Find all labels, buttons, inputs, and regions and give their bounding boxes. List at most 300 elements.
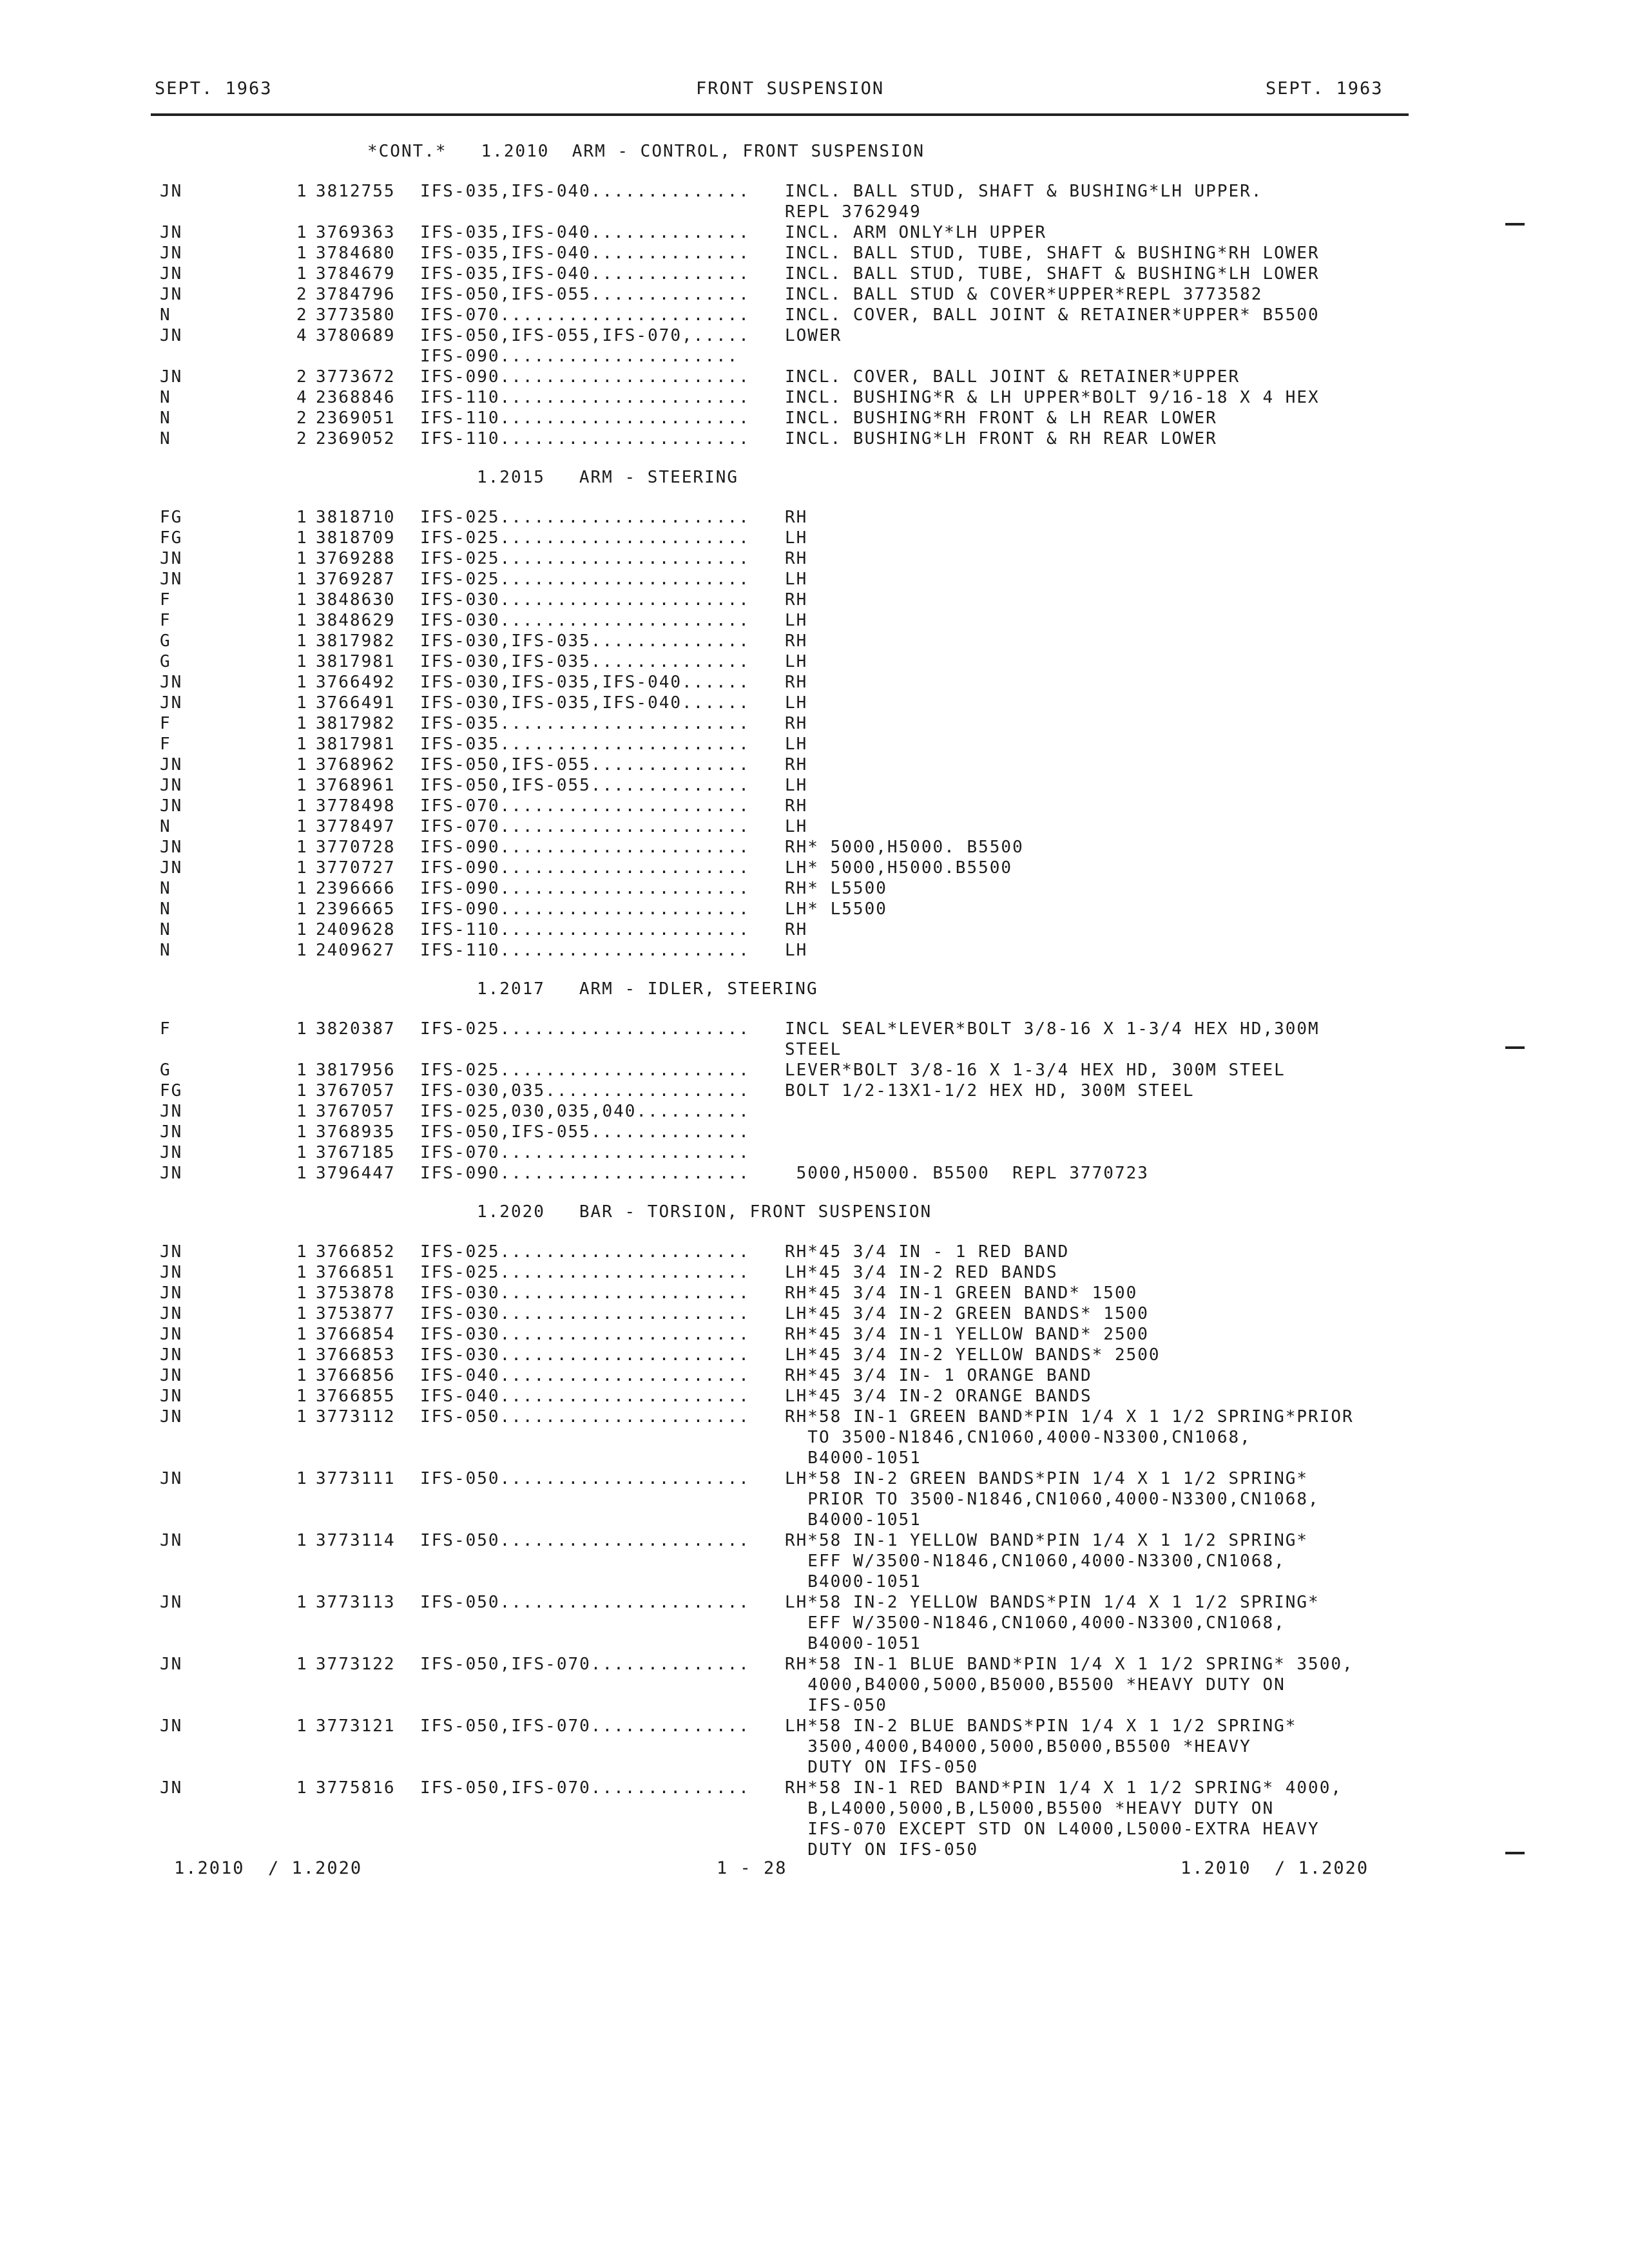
description: RH bbox=[785, 549, 808, 568]
parts-row bbox=[0, 899, 1629, 920]
part-number: 3848629 bbox=[316, 611, 396, 630]
part-number: 2396666 bbox=[316, 879, 396, 898]
description-continued: DUTY ON IFS-050 bbox=[785, 1758, 979, 1777]
applicability-code: JN bbox=[160, 570, 183, 589]
model-list: IFS-110...................... bbox=[420, 408, 750, 428]
part-number: 3769287 bbox=[316, 570, 396, 589]
parts-row bbox=[0, 1081, 1629, 1102]
quantity: 2 bbox=[296, 408, 308, 428]
parts-row bbox=[0, 223, 1629, 244]
description: LOWER bbox=[785, 326, 842, 345]
parts-row-continuation bbox=[0, 1552, 1629, 1572]
model-list-continued: IFS-090..................... bbox=[420, 347, 739, 366]
applicability-code: JN bbox=[160, 796, 183, 816]
applicability-code: JN bbox=[160, 673, 183, 692]
quantity: 1 bbox=[296, 1164, 308, 1183]
quantity: 1 bbox=[296, 714, 308, 733]
description-continued: B4000-1051 bbox=[785, 1634, 921, 1653]
model-list: IFS-030,035.................. bbox=[420, 1081, 750, 1100]
description: RH bbox=[785, 590, 808, 610]
part-number: 3784680 bbox=[316, 244, 396, 263]
part-number: 3784679 bbox=[316, 264, 396, 284]
model-list: IFS-050,IFS-070.............. bbox=[420, 1655, 750, 1674]
parts-row bbox=[0, 879, 1629, 899]
model-list: IFS-035,IFS-040.............. bbox=[420, 182, 750, 201]
quantity: 1 bbox=[296, 735, 308, 754]
parts-row bbox=[0, 244, 1629, 264]
applicability-code: N bbox=[160, 920, 171, 939]
parts-row bbox=[0, 1242, 1629, 1263]
parts-row-continuation bbox=[0, 1448, 1629, 1469]
part-number: 3784796 bbox=[316, 285, 396, 304]
model-list: IFS-030,IFS-035,IFS-040...... bbox=[420, 673, 750, 692]
quantity: 1 bbox=[296, 244, 308, 263]
model-list: IFS-025...................... bbox=[420, 528, 750, 548]
parts-row bbox=[0, 388, 1629, 408]
description-continued: B4000-1051 bbox=[785, 1572, 921, 1591]
applicability-code: N bbox=[160, 305, 171, 325]
applicability-code: F bbox=[160, 735, 171, 754]
quantity: 2 bbox=[296, 285, 308, 304]
part-number: 3753877 bbox=[316, 1304, 396, 1323]
quantity: 2 bbox=[296, 429, 308, 448]
quantity: 1 bbox=[296, 223, 308, 242]
applicability-code: G bbox=[160, 652, 171, 671]
parts-row bbox=[0, 1531, 1629, 1552]
applicability-code: N bbox=[160, 941, 171, 960]
model-list: IFS-035...................... bbox=[420, 714, 750, 733]
parts-row bbox=[0, 285, 1629, 305]
part-number: 2369052 bbox=[316, 429, 396, 448]
parts-row bbox=[0, 1407, 1629, 1428]
parts-row bbox=[0, 1122, 1629, 1143]
description: INCL. BALL STUD, SHAFT & BUSHING*LH UPPER. bbox=[785, 182, 1263, 201]
model-list: IFS-025...................... bbox=[420, 1019, 750, 1039]
model-list: IFS-030...................... bbox=[420, 611, 750, 630]
part-number: 3817981 bbox=[316, 735, 396, 754]
part-number: 2409628 bbox=[316, 920, 396, 939]
applicability-code: JN bbox=[160, 1407, 183, 1427]
model-list: IFS-050...................... bbox=[420, 1407, 750, 1427]
part-number: 3817982 bbox=[316, 631, 396, 651]
applicability-code: JN bbox=[160, 838, 183, 857]
description: LH bbox=[785, 693, 808, 713]
parts-row bbox=[0, 1325, 1629, 1345]
parts-row bbox=[0, 1593, 1629, 1613]
description-continued: IFS-070 EXCEPT STD ON L4000,L5000-EXTRA HEAVY bbox=[785, 1820, 1320, 1839]
quantity: 1 bbox=[296, 941, 308, 960]
applicability-code: F bbox=[160, 714, 171, 733]
parts-row bbox=[0, 570, 1629, 590]
parts-row-continuation bbox=[0, 202, 1629, 223]
header-date-left: SEPT. 1963 bbox=[155, 79, 273, 99]
margin-mark bbox=[1505, 1046, 1525, 1049]
part-number: 3778498 bbox=[316, 796, 396, 816]
section-title: 1.2015 ARM - STEERING bbox=[477, 468, 739, 487]
parts-row bbox=[0, 590, 1629, 611]
parts-row bbox=[0, 1061, 1629, 1081]
parts-row bbox=[0, 1716, 1629, 1737]
parts-row-continuation bbox=[0, 347, 1629, 367]
parts-row bbox=[0, 673, 1629, 693]
part-number: 2396665 bbox=[316, 899, 396, 919]
description: LEVER*BOLT 3/8-16 X 1-3/4 HEX HD, 300M STEEL bbox=[785, 1061, 1286, 1080]
model-list: IFS-030,IFS-035.............. bbox=[420, 631, 750, 651]
applicability-code: N bbox=[160, 817, 171, 836]
model-list: IFS-030,IFS-035.............. bbox=[420, 652, 750, 671]
header-rule bbox=[151, 113, 1409, 116]
model-list: IFS-090...................... bbox=[420, 899, 750, 919]
quantity: 1 bbox=[296, 1122, 308, 1142]
applicability-code: G bbox=[160, 631, 171, 651]
parts-row-continuation bbox=[0, 1613, 1629, 1634]
model-list: IFS-030...................... bbox=[420, 590, 750, 610]
part-number: 3820387 bbox=[316, 1019, 396, 1039]
quantity: 1 bbox=[296, 693, 308, 713]
parts-row-continuation bbox=[0, 1820, 1629, 1840]
quantity: 1 bbox=[296, 1593, 308, 1612]
parts-row-continuation bbox=[0, 1634, 1629, 1655]
part-number: 3766854 bbox=[316, 1325, 396, 1344]
model-list: IFS-070...................... bbox=[420, 817, 750, 836]
description: RH*58 IN-1 RED BAND*PIN 1/4 X 1 1/2 SPRING* 4000, bbox=[785, 1778, 1343, 1798]
parts-row bbox=[0, 1304, 1629, 1325]
description: 5000,H5000. B5500 REPL 3770723 bbox=[785, 1164, 1149, 1183]
quantity: 1 bbox=[296, 1366, 308, 1385]
parts-row bbox=[0, 735, 1629, 755]
part-number: 3818709 bbox=[316, 528, 396, 548]
quantity: 1 bbox=[296, 1469, 308, 1488]
applicability-code: F bbox=[160, 611, 171, 630]
applicability-code: JN bbox=[160, 1366, 183, 1385]
parts-row bbox=[0, 264, 1629, 285]
description: INCL. BUSHING*R & LH UPPER*BOLT 9/16-18 X 4 HEX bbox=[785, 388, 1320, 407]
model-list: IFS-030...................... bbox=[420, 1304, 750, 1323]
description: RH*45 3/4 IN-1 GREEN BAND* 1500 bbox=[785, 1283, 1138, 1303]
header-date-right: SEPT. 1963 bbox=[1266, 79, 1383, 99]
description: RH bbox=[785, 714, 808, 733]
parts-row bbox=[0, 755, 1629, 776]
quantity: 1 bbox=[296, 1143, 308, 1162]
footer-section-range-right: 1.2010 / 1.2020 bbox=[1181, 1858, 1369, 1878]
part-number: 3773672 bbox=[316, 367, 396, 387]
description: INCL SEAL*LEVER*BOLT 3/8-16 X 1-3/4 HEX HD,300M bbox=[785, 1019, 1320, 1039]
parts-row-continuation bbox=[0, 1758, 1629, 1778]
parts-row bbox=[0, 1283, 1629, 1304]
part-number: 3773122 bbox=[316, 1655, 396, 1674]
model-list: IFS-025,030,035,040.......... bbox=[420, 1102, 750, 1121]
quantity: 1 bbox=[296, 1407, 308, 1427]
header-title: FRONT SUSPENSION bbox=[696, 79, 885, 99]
description: LH* L5500 bbox=[785, 899, 887, 919]
model-list: IFS-030...................... bbox=[420, 1283, 750, 1303]
section-title: 1.2017 ARM - IDLER, STEERING bbox=[477, 979, 818, 999]
applicability-code: JN bbox=[160, 1283, 183, 1303]
model-list: IFS-090...................... bbox=[420, 1164, 750, 1183]
description-continued: 3500,4000,B4000,5000,B5000,B5500 *HEAVY bbox=[785, 1737, 1251, 1756]
applicability-code: JN bbox=[160, 1263, 183, 1282]
part-number: 3818710 bbox=[316, 508, 396, 527]
quantity: 1 bbox=[296, 508, 308, 527]
quantity: 1 bbox=[296, 528, 308, 548]
part-number: 3766492 bbox=[316, 673, 396, 692]
applicability-code: JN bbox=[160, 1242, 183, 1262]
description: RH*45 3/4 IN-1 YELLOW BAND* 2500 bbox=[785, 1325, 1149, 1344]
part-number: 3773111 bbox=[316, 1469, 396, 1488]
quantity: 1 bbox=[296, 817, 308, 836]
parts-row bbox=[0, 652, 1629, 673]
model-list: IFS-090...................... bbox=[420, 367, 750, 387]
parts-row bbox=[0, 776, 1629, 796]
parts-row bbox=[0, 920, 1629, 941]
model-list: IFS-050,IFS-070.............. bbox=[420, 1716, 750, 1736]
description: INCL. BALL STUD & COVER*UPPER*REPL 3773582 bbox=[785, 285, 1263, 304]
parts-row bbox=[0, 714, 1629, 735]
model-list: IFS-030...................... bbox=[420, 1325, 750, 1344]
applicability-code: N bbox=[160, 408, 171, 428]
applicability-code: JN bbox=[160, 693, 183, 713]
part-number: 3848630 bbox=[316, 590, 396, 610]
quantity: 1 bbox=[296, 1778, 308, 1798]
quantity: 1 bbox=[296, 182, 308, 201]
description: LH bbox=[785, 652, 808, 671]
parts-row-continuation bbox=[0, 1675, 1629, 1696]
parts-row bbox=[0, 549, 1629, 570]
description: RH bbox=[785, 631, 808, 651]
applicability-code: JN bbox=[160, 1102, 183, 1121]
quantity: 1 bbox=[296, 1325, 308, 1344]
parts-row bbox=[0, 182, 1629, 202]
description-continued: DUTY ON IFS-050 bbox=[785, 1840, 979, 1860]
part-number: 3770728 bbox=[316, 838, 396, 857]
model-list: IFS-110...................... bbox=[420, 429, 750, 448]
description: INCL. BUSHING*RH FRONT & LH REAR LOWER bbox=[785, 408, 1217, 428]
description-continued: 4000,B4000,5000,B5000,B5500 *HEAVY DUTY ON bbox=[785, 1675, 1286, 1695]
model-list: IFS-030...................... bbox=[420, 1345, 750, 1365]
model-list: IFS-035,IFS-040.............. bbox=[420, 244, 750, 263]
quantity: 1 bbox=[296, 1345, 308, 1365]
part-number: 3768962 bbox=[316, 755, 396, 774]
part-number: 3773114 bbox=[316, 1531, 396, 1550]
quantity: 1 bbox=[296, 1242, 308, 1262]
description: RH*58 IN-1 BLUE BAND*PIN 1/4 X 1 1/2 SPRING* 3500, bbox=[785, 1655, 1354, 1674]
description-continued: EFF W/3500-N1846,CN1060,4000-N3300,CN1068, bbox=[785, 1552, 1286, 1571]
model-list: IFS-040...................... bbox=[420, 1366, 750, 1385]
quantity: 1 bbox=[296, 920, 308, 939]
part-number: 3773580 bbox=[316, 305, 396, 325]
part-number: 3773121 bbox=[316, 1716, 396, 1736]
model-list: IFS-050...................... bbox=[420, 1531, 750, 1550]
footer-page-number: 1 - 28 bbox=[717, 1858, 787, 1878]
part-number: 3796447 bbox=[316, 1164, 396, 1183]
applicability-code: JN bbox=[160, 1531, 183, 1550]
parts-row bbox=[0, 817, 1629, 838]
description: LH bbox=[785, 776, 808, 795]
model-list: IFS-070...................... bbox=[420, 305, 750, 325]
parts-row bbox=[0, 326, 1629, 347]
parts-row bbox=[0, 1655, 1629, 1675]
description-continued: B4000-1051 bbox=[785, 1448, 921, 1468]
model-list: IFS-110...................... bbox=[420, 941, 750, 960]
applicability-code: JN bbox=[160, 1387, 183, 1406]
description: RH bbox=[785, 920, 808, 939]
part-number: 3817981 bbox=[316, 652, 396, 671]
description-continued: B4000-1051 bbox=[785, 1510, 921, 1530]
description: LH bbox=[785, 941, 808, 960]
description: RH* L5500 bbox=[785, 879, 887, 898]
margin-mark bbox=[1505, 223, 1525, 226]
description: LH bbox=[785, 570, 808, 589]
applicability-code: N bbox=[160, 388, 171, 407]
model-list: IFS-030,IFS-035,IFS-040...... bbox=[420, 693, 750, 713]
applicability-code: FG bbox=[160, 528, 183, 548]
quantity: 1 bbox=[296, 1102, 308, 1121]
model-list: IFS-070...................... bbox=[420, 796, 750, 816]
parts-row bbox=[0, 941, 1629, 961]
quantity: 1 bbox=[296, 879, 308, 898]
description-continued: STEEL bbox=[785, 1040, 842, 1059]
parts-row bbox=[0, 1143, 1629, 1164]
parts-row-continuation bbox=[0, 1696, 1629, 1716]
model-list: IFS-025...................... bbox=[420, 549, 750, 568]
model-list: IFS-025...................... bbox=[420, 570, 750, 589]
part-number: 3767057 bbox=[316, 1081, 396, 1100]
quantity: 4 bbox=[296, 388, 308, 407]
parts-row bbox=[0, 408, 1629, 429]
parts-row bbox=[0, 1387, 1629, 1407]
quantity: 1 bbox=[296, 1387, 308, 1406]
parts-row bbox=[0, 1778, 1629, 1799]
part-number: 3753878 bbox=[316, 1283, 396, 1303]
model-list: IFS-025...................... bbox=[420, 1242, 750, 1262]
parts-row bbox=[0, 508, 1629, 528]
parts-row bbox=[0, 528, 1629, 549]
quantity: 1 bbox=[296, 899, 308, 919]
part-number: 3817982 bbox=[316, 714, 396, 733]
part-number: 3773113 bbox=[316, 1593, 396, 1612]
model-list: IFS-050...................... bbox=[420, 1469, 750, 1488]
part-number: 3769288 bbox=[316, 549, 396, 568]
applicability-code: JN bbox=[160, 1655, 183, 1674]
parts-row bbox=[0, 1469, 1629, 1490]
model-list: IFS-035,IFS-040.............. bbox=[420, 264, 750, 284]
parts-row-continuation bbox=[0, 1428, 1629, 1448]
applicability-code: JN bbox=[160, 1469, 183, 1488]
part-number: 3775816 bbox=[316, 1778, 396, 1798]
applicability-code: N bbox=[160, 429, 171, 448]
description-continued: REPL 3762949 bbox=[785, 202, 921, 222]
applicability-code: FG bbox=[160, 1081, 183, 1100]
model-list: IFS-040...................... bbox=[420, 1387, 750, 1406]
description: LH bbox=[785, 735, 808, 754]
quantity: 1 bbox=[296, 1081, 308, 1100]
part-number: 2369051 bbox=[316, 408, 396, 428]
applicability-code: JN bbox=[160, 776, 183, 795]
applicability-code: JN bbox=[160, 1593, 183, 1612]
footer-section-range-left: 1.2010 / 1.2020 bbox=[174, 1858, 363, 1878]
parts-row bbox=[0, 1102, 1629, 1122]
quantity: 1 bbox=[296, 1716, 308, 1736]
applicability-code: JN bbox=[160, 223, 183, 242]
parts-row bbox=[0, 1263, 1629, 1283]
description: RH bbox=[785, 508, 808, 527]
parts-row bbox=[0, 858, 1629, 879]
applicability-code: JN bbox=[160, 858, 183, 878]
part-number: 3770727 bbox=[316, 858, 396, 878]
description: RH bbox=[785, 796, 808, 816]
description: INCL. BALL STUD, TUBE, SHAFT & BUSHING*LH LOWER bbox=[785, 264, 1320, 284]
quantity: 1 bbox=[296, 1263, 308, 1282]
description: RH*58 IN-1 YELLOW BAND*PIN 1/4 X 1 1/2 SPRING* bbox=[785, 1531, 1309, 1550]
description-continued: PRIOR TO 3500-N1846,CN1060,4000-N3300,CN1068, bbox=[785, 1490, 1320, 1509]
model-list: IFS-090...................... bbox=[420, 838, 750, 857]
parts-row-continuation bbox=[0, 1799, 1629, 1820]
model-list: IFS-050...................... bbox=[420, 1593, 750, 1612]
parts-row bbox=[0, 611, 1629, 631]
section-title: *CONT.* 1.2010 ARM - CONTROL, FRONT SUSPENSION bbox=[367, 142, 925, 161]
description: LH bbox=[785, 611, 808, 630]
quantity: 1 bbox=[296, 755, 308, 774]
applicability-code: JN bbox=[160, 1345, 183, 1365]
description-continued: B,L4000,5000,B,L5000,B5500 *HEAVY DUTY ON bbox=[785, 1799, 1275, 1818]
quantity: 1 bbox=[296, 838, 308, 857]
applicability-code: F bbox=[160, 590, 171, 610]
model-list: IFS-050,IFS-055.............. bbox=[420, 755, 750, 774]
description: INCL. BUSHING*LH FRONT & RH REAR LOWER bbox=[785, 429, 1217, 448]
quantity: 1 bbox=[296, 858, 308, 878]
model-list: IFS-050,IFS-055.............. bbox=[420, 776, 750, 795]
quantity: 1 bbox=[296, 611, 308, 630]
parts-row-continuation bbox=[0, 1510, 1629, 1531]
applicability-code: JN bbox=[160, 326, 183, 345]
quantity: 1 bbox=[296, 673, 308, 692]
parts-row bbox=[0, 1164, 1629, 1184]
applicability-code: JN bbox=[160, 755, 183, 774]
description: BOLT 1/2-13X1-1/2 HEX HD, 300M STEEL bbox=[785, 1081, 1195, 1100]
part-number: 3767185 bbox=[316, 1143, 396, 1162]
applicability-code: JN bbox=[160, 264, 183, 284]
description: RH*45 3/4 IN- 1 ORANGE BAND bbox=[785, 1366, 1092, 1385]
part-number: 3766853 bbox=[316, 1345, 396, 1365]
parts-row-continuation bbox=[0, 1737, 1629, 1758]
applicability-code: JN bbox=[160, 1304, 183, 1323]
quantity: 4 bbox=[296, 326, 308, 345]
part-number: 3766852 bbox=[316, 1242, 396, 1262]
parts-row bbox=[0, 367, 1629, 388]
description: INCL. COVER, BALL JOINT & RETAINER*UPPER bbox=[785, 367, 1240, 387]
description: LH*45 3/4 IN-2 RED BANDS bbox=[785, 1263, 1058, 1282]
parts-row bbox=[0, 631, 1629, 652]
parts-row bbox=[0, 1019, 1629, 1040]
model-list: IFS-025...................... bbox=[420, 1263, 750, 1282]
applicability-code: F bbox=[160, 1019, 171, 1039]
parts-row bbox=[0, 1345, 1629, 1366]
applicability-code: JN bbox=[160, 285, 183, 304]
applicability-code: JN bbox=[160, 182, 183, 201]
model-list: IFS-050,IFS-070.............. bbox=[420, 1778, 750, 1798]
quantity: 1 bbox=[296, 796, 308, 816]
description-continued: IFS-050 bbox=[785, 1696, 887, 1715]
applicability-code: JN bbox=[160, 1122, 183, 1142]
part-number: 3766855 bbox=[316, 1387, 396, 1406]
applicability-code: FG bbox=[160, 508, 183, 527]
parts-row-continuation bbox=[0, 1040, 1629, 1061]
quantity: 1 bbox=[296, 652, 308, 671]
description: RH bbox=[785, 755, 808, 774]
parts-row bbox=[0, 1366, 1629, 1387]
description: LH*58 IN-2 BLUE BANDS*PIN 1/4 X 1 1/2 SPRING* bbox=[785, 1716, 1297, 1736]
margin-mark bbox=[1505, 1852, 1525, 1854]
